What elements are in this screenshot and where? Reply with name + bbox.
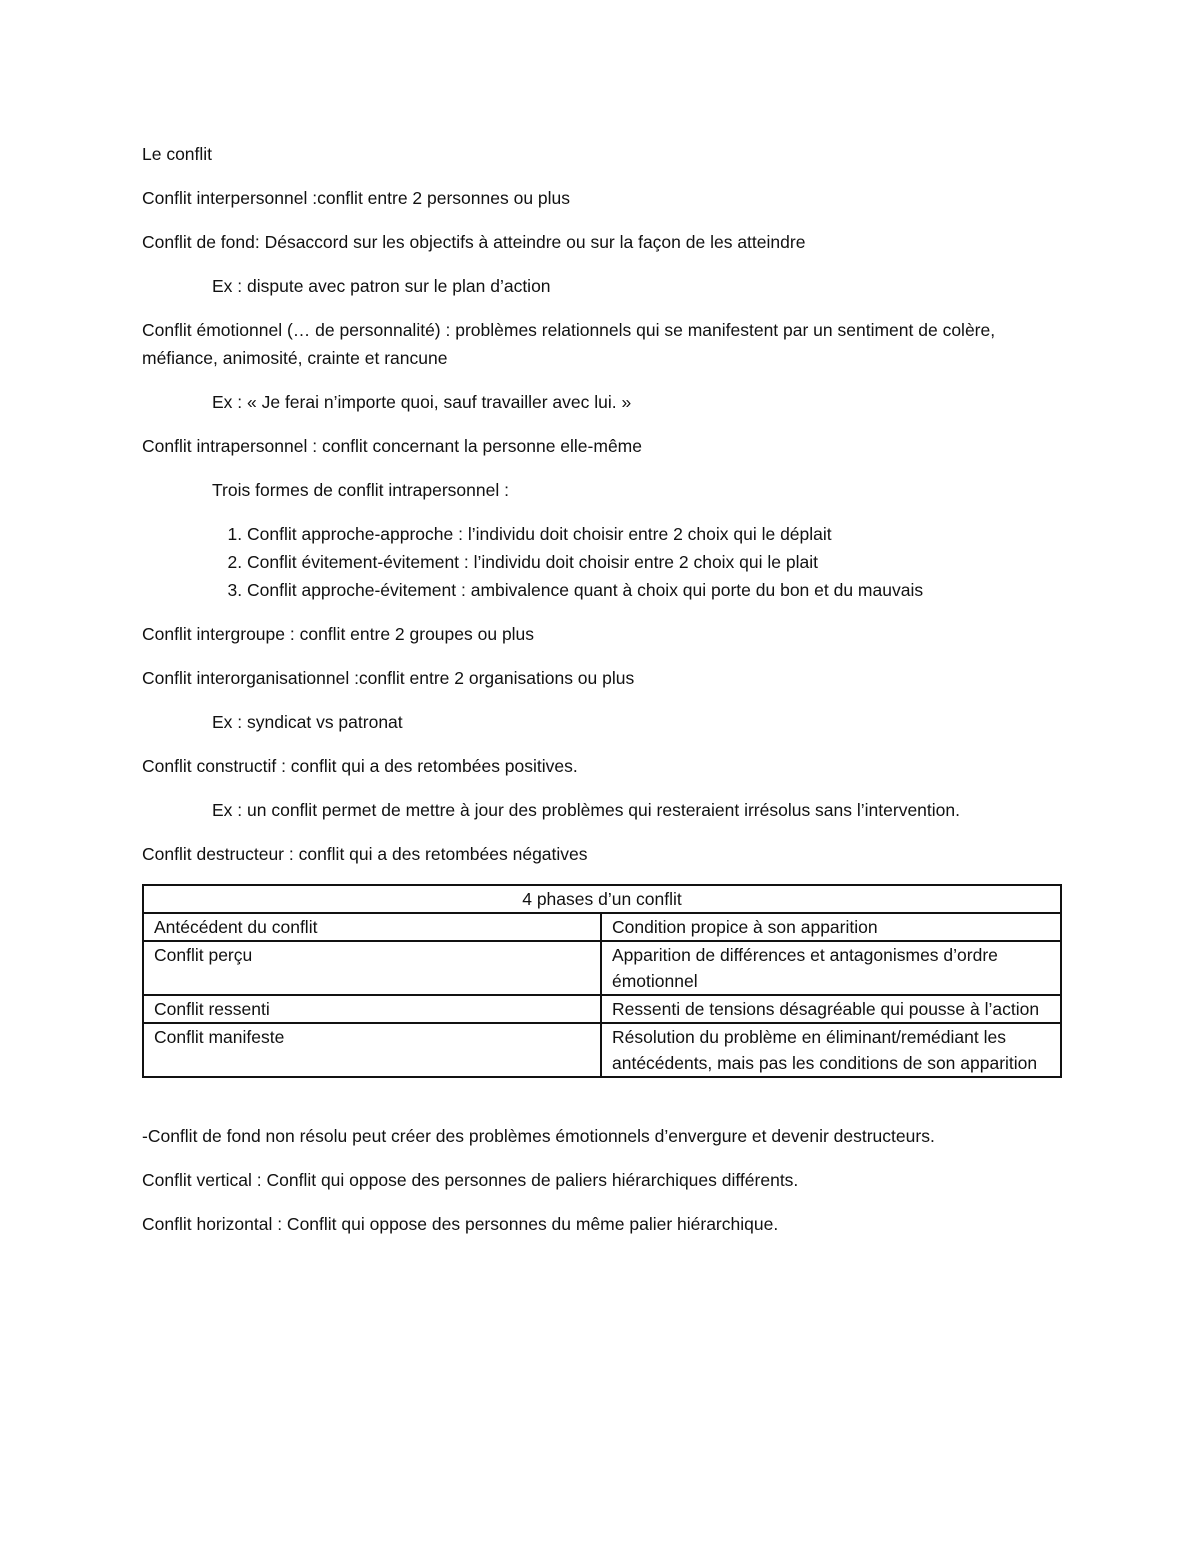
para-interorganisationnel: Conflit interorganisationnel :conflit entre 2 organisations ou plus <box>142 668 635 688</box>
table-row <box>143 1023 1061 1077</box>
table-cell: Ressenti de tensions désagréable qui pousse à l’action <box>601 995 1061 1023</box>
para-constructif: Conflit constructif : conflit qui a des retombées positives. <box>142 756 578 776</box>
document-title: Le conflit <box>142 144 213 164</box>
para-intergroupe: Conflit intergroupe : conflit entre 2 groupes ou plus <box>142 624 535 644</box>
phases-table <box>142 884 1062 1078</box>
para-interorg-example: Ex : syndicat vs patronat <box>212 712 403 732</box>
table-cell: Résolution du problème en éliminant/remédiant les antécédents, mais pas les conditions de son apparition <box>601 1023 1061 1077</box>
table-row <box>143 941 1061 995</box>
table-header-row <box>143 885 1061 913</box>
table-caption: 4 phases d’un conflit <box>143 885 1061 913</box>
para-formes-intro: Trois formes de conflit intrapersonnel : <box>212 480 509 500</box>
table-cell: Conflit manifeste <box>143 1023 601 1077</box>
table-cell: Conflit ressenti <box>143 995 601 1023</box>
table-row <box>143 913 1061 941</box>
table-row <box>143 995 1061 1023</box>
formes-list <box>142 520 1060 604</box>
table-cell: Apparition de différences et antagonismes d’ordre émotionnel <box>601 941 1061 995</box>
para-intrapersonnel: Conflit intrapersonnel : conflit concernant la personne elle-même <box>142 436 642 456</box>
list-item: 2. Conflit évitement-évitement : l’individu doit choisir entre 2 choix qui le plait <box>247 548 1060 576</box>
para-fond: Conflit de fond: Désaccord sur les objectifs à atteindre ou sur la façon de les atteindre <box>142 232 806 252</box>
para-vertical: Conflit vertical : Conflit qui oppose des personnes de paliers hiérarchiques différents. <box>142 1170 799 1190</box>
para-emotionnel-example: Ex : « Je ferai n’importe quoi, sauf travailler avec lui. » <box>212 392 632 412</box>
list-item: 3. Conflit approche-évitement : ambivalence quant à choix qui porte du bon et du mauvais <box>247 576 1060 604</box>
table-cell: Condition propice à son apparition <box>601 913 1061 941</box>
table-cell: Antécédent du conflit <box>143 913 601 941</box>
para-horizontal: Conflit horizontal : Conflit qui oppose des personnes du même palier hiérarchique. <box>142 1214 779 1234</box>
para-destructeur: Conflit destructeur : conflit qui a des retombées négatives <box>142 844 588 864</box>
table-cell: Conflit perçu <box>143 941 601 995</box>
list-item: 1. Conflit approche-approche : l’individu doit choisir entre 2 choix qui le déplait <box>247 520 1060 548</box>
para-fond-example: Ex : dispute avec patron sur le plan d’action <box>212 276 551 296</box>
document-page <box>142 140 1060 1254</box>
para-fond-non-resolu: -Conflit de fond non résolu peut créer des problèmes émotionnels d’envergure et devenir destructeurs. <box>142 1126 935 1146</box>
para-interpersonnel: Conflit interpersonnel :conflit entre 2 personnes ou plus <box>142 188 571 208</box>
para-emotionnel: Conflit émotionnel (… de personnalité) : problèmes relationnels qui se manifestent par un sentiment de colère, méfiance, animosité, crainte et rancune <box>142 320 996 368</box>
para-constructif-example: Ex : un conflit permet de mettre à jour des problèmes qui resteraient irrésolus sans l’intervention. <box>212 800 960 820</box>
